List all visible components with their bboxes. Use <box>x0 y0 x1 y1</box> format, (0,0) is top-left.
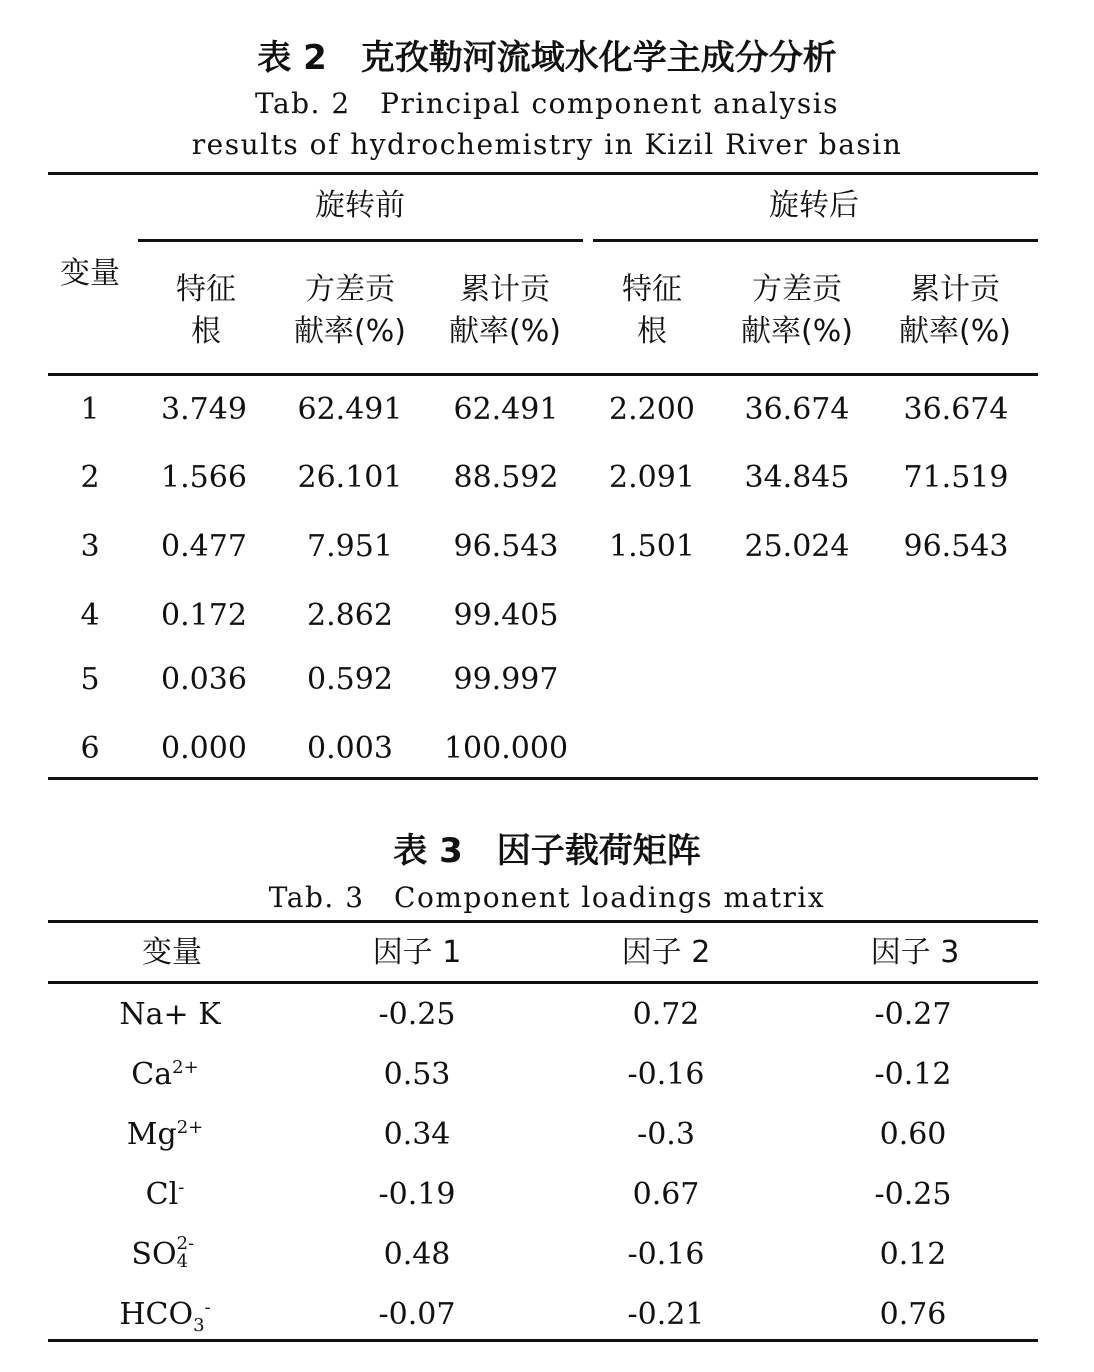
ion-charge: - <box>204 1297 211 1318</box>
table2-group-before: 旋转前 <box>315 188 405 223</box>
table3-cell-factor1: 0.48 <box>383 1237 451 1272</box>
table3-col-factor2: 因子 2 <box>621 935 711 970</box>
table2-cell-var: 5 <box>80 662 100 697</box>
table2-cell-eigen-after: 2.091 <box>609 460 695 495</box>
table2-cell-cum-after: 71.519 <box>903 460 1009 495</box>
table2-cell-eigen-after: 1.501 <box>609 529 695 564</box>
table2-cell-var: 4 <box>80 598 100 633</box>
table3-cell-factor1: -0.19 <box>378 1177 456 1212</box>
table2-cell-cum-after: 36.674 <box>903 392 1009 427</box>
table2-col-var-after-l1: 方差贡 <box>752 272 842 307</box>
table2-group-after: 旋转后 <box>769 188 859 223</box>
ion-charge: 2+ <box>172 1057 199 1078</box>
ion-base: HCO <box>119 1297 194 1332</box>
ion-base: Mg <box>126 1117 177 1152</box>
table2-cell-eigen-before: 0.000 <box>161 731 247 766</box>
table3-col-factor3: 因子 3 <box>870 935 960 970</box>
table3-cell-ion <box>131 1233 198 1273</box>
ion-subscript: 4 <box>176 1251 189 1272</box>
table2-cell-var-after: 34.845 <box>744 460 850 495</box>
table2-cell-var-before: 7.951 <box>307 529 393 564</box>
table2-top-rule <box>48 172 1038 175</box>
ion-base: Ca <box>131 1057 173 1092</box>
table3-cell-factor3: -0.25 <box>874 1177 952 1212</box>
table2-col-cum-before-l1: 累计贡 <box>460 272 550 307</box>
table2-cell-var-after: 25.024 <box>744 529 850 564</box>
table2-cell-var: 3 <box>80 529 100 564</box>
table2-cell-cum-before: 99.405 <box>453 598 559 633</box>
table2-col-cum-before-l2: 献率(%) <box>449 314 561 349</box>
table3-cell-factor3: 0.12 <box>879 1237 947 1272</box>
table3-caption-en: Tab. 3 Component loadings matrix <box>268 881 826 914</box>
table2-col-eigen-before-l1: 特征 <box>176 272 236 307</box>
ion-charge: - <box>178 1177 185 1198</box>
table3-cell-factor3: -0.27 <box>874 997 952 1032</box>
table3-top-rule <box>48 920 1038 923</box>
table3-cell-factor3: -0.12 <box>874 1057 952 1092</box>
table3-cell-ion <box>119 997 220 1033</box>
table3-cell-factor2: 0.72 <box>632 997 700 1032</box>
table2-cell-eigen-before: 0.036 <box>161 662 247 697</box>
table2-cell-var-after: 36.674 <box>744 392 850 427</box>
table2-cell-cum-before: 100.000 <box>443 731 569 766</box>
table2-cell-var: 6 <box>80 731 100 766</box>
table3-bottom-rule <box>48 1339 1038 1342</box>
table2-col-var-before-l1: 方差贡 <box>305 272 395 307</box>
table2-cell-eigen-before: 1.566 <box>161 460 247 495</box>
table2-bottom-rule <box>48 777 1038 780</box>
ion-base: SO <box>131 1237 177 1272</box>
table2-caption-zh: 表 2 克孜勒河流域水化学主成分分析 <box>257 38 837 78</box>
table2-col-eigen-after-l2: 根 <box>637 314 667 349</box>
table2-group-after-rule <box>593 239 1038 242</box>
table3-cell-factor2: -0.16 <box>627 1057 705 1092</box>
table2-group-before-rule <box>138 239 583 242</box>
ion-charge: 2+ <box>176 1117 204 1138</box>
table2-cell-var: 2 <box>80 460 100 495</box>
table2-caption-en-line2: results of hydrochemistry in Kizil River basin <box>191 128 903 161</box>
table3-cell-factor2: -0.3 <box>637 1117 695 1152</box>
table2-cell-eigen-before: 3.749 <box>161 392 247 427</box>
table2-cell-eigen-after: 2.200 <box>609 392 695 427</box>
table2-col-cum-after-l2: 献率(%) <box>899 314 1011 349</box>
table2-col-eigen-after-l1: 特征 <box>622 272 682 307</box>
table3-cell-factor2: 0.67 <box>632 1177 700 1212</box>
table3-cell-ion <box>127 1117 203 1153</box>
table2-cell-var-before: 0.592 <box>307 662 393 697</box>
table2-cell-var-before: 26.101 <box>297 460 403 495</box>
table3-caption-zh: 表 3 因子载荷矩阵 <box>393 831 701 871</box>
table2-col-var-after-l2: 献率(%) <box>741 314 853 349</box>
table2-cell-var: 1 <box>80 392 100 427</box>
table3-header-rule <box>48 981 1038 984</box>
table3-cell-factor1: -0.07 <box>378 1297 456 1332</box>
table2-cell-cum-before: 88.592 <box>453 460 559 495</box>
table3-cell-ion <box>131 1057 198 1093</box>
table3-cell-ion <box>146 1177 185 1213</box>
table3-cell-factor3: 0.60 <box>879 1117 947 1152</box>
table2-col-variable: 变量 <box>60 256 120 291</box>
table2-cell-cum-before: 99.997 <box>453 662 559 697</box>
table2-cell-var-before: 0.003 <box>307 731 393 766</box>
table3-col-variable: 变量 <box>142 935 202 970</box>
table2-header-rule <box>48 373 1038 376</box>
table2-cell-cum-before: 96.543 <box>453 529 559 564</box>
table2-col-eigen-before-l2: 根 <box>191 314 221 349</box>
table2-cell-var-before: 2.862 <box>307 598 393 633</box>
ion-charge: 2- <box>176 1233 195 1254</box>
table3-cell-factor3: 0.76 <box>879 1297 947 1332</box>
ion-subscript: 3 <box>193 1315 205 1336</box>
table3-cell-factor1: -0.25 <box>378 997 456 1032</box>
table3-cell-factor2: -0.21 <box>627 1297 705 1332</box>
table2-cell-eigen-before: 0.477 <box>161 529 247 564</box>
table3-cell-factor1: 0.34 <box>383 1117 451 1152</box>
table2-cell-cum-before: 62.491 <box>453 392 559 427</box>
table2-cell-var-before: 62.491 <box>297 392 403 427</box>
table2-cell-cum-after: 96.543 <box>903 529 1009 564</box>
table3-cell-factor1: 0.53 <box>383 1057 451 1092</box>
table2-cell-eigen-before: 0.172 <box>161 598 247 633</box>
table2-col-cum-after-l1: 累计贡 <box>910 272 1000 307</box>
ion-base: Na+ K <box>119 997 221 1032</box>
table3-col-factor1: 因子 1 <box>372 935 462 970</box>
ion-base: Cl <box>145 1177 179 1212</box>
table3-cell-ion <box>119 1297 210 1337</box>
table3-cell-factor2: -0.16 <box>627 1237 705 1272</box>
table2-caption-en-line1: Tab. 2 Principal component analysis <box>254 87 840 120</box>
table2-col-var-before-l2: 献率(%) <box>294 314 406 349</box>
